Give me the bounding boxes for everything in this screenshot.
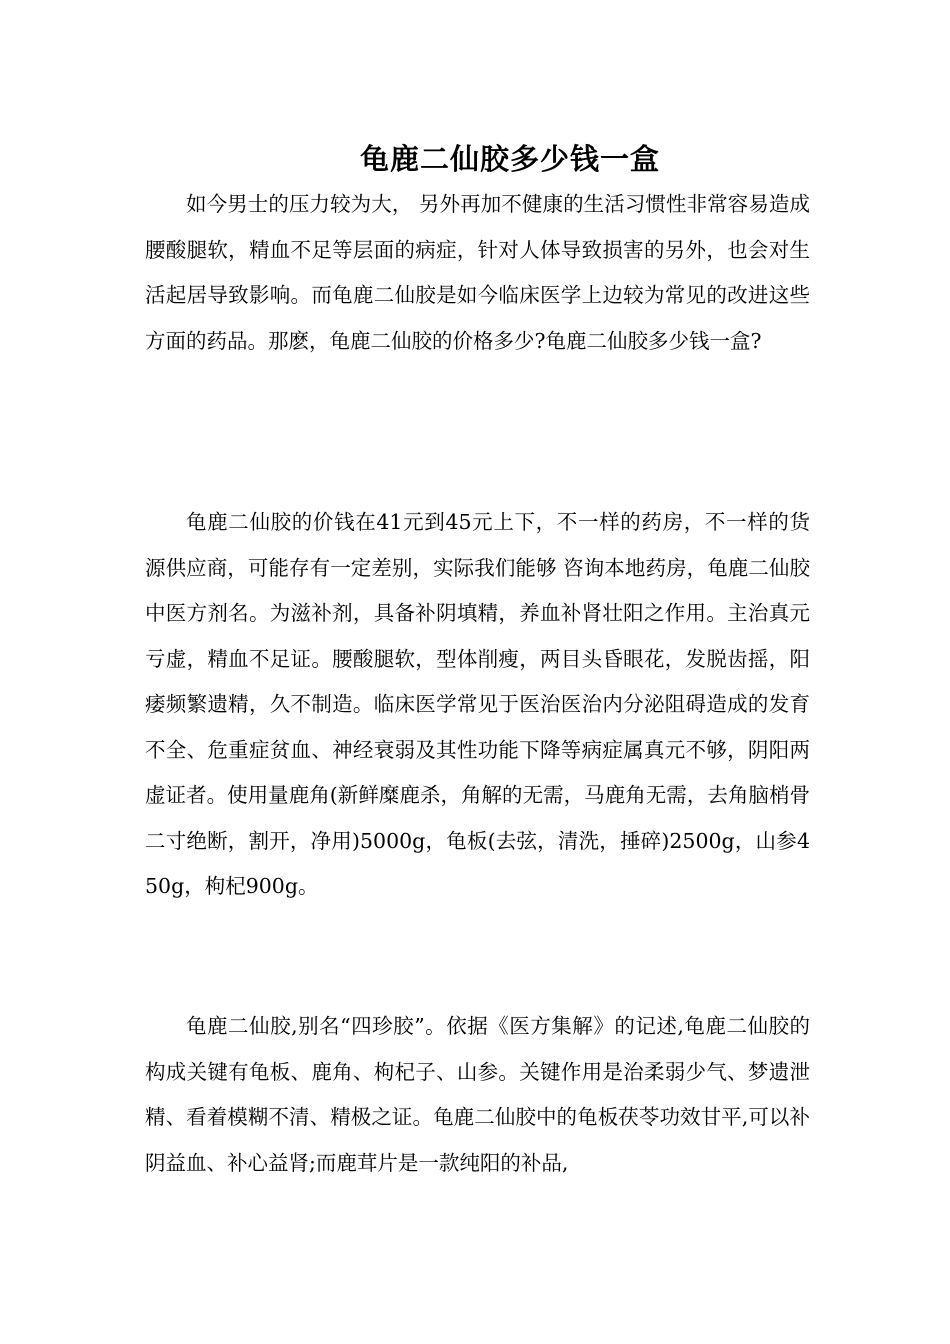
paragraph-intro: 如今男士的压力较为大， 另外再加不健康的生活习惯性非常容易造成腰酸腿软，精血不足等层面的病症，针对人体导致损害的另外，也会对生活起居导致影响。而龟鹿二仙胶是如今临床医学上边较为常见的改进这些方面的药品。那麽，龟鹿二仙胶的价格多少?龟鹿二仙胶多少钱一盒?	[145, 192, 810, 353]
page-title: 龟鹿二仙胶多少钱一盒	[359, 142, 660, 177]
paragraph-price: 龟鹿二仙胶的价钱在41元到45元上下，不一样的药房，不一样的货源供应商，可能存有一定差别，实际我们能够 咨询本地药房，龟鹿二仙胶中医方剂名。为滋补剂，具备补阴填精，养血补肾壮阳之作用。主治真元亏虚，精血不足证。腰酸腿软，型体削瘦，两目头昏眼花，发脱齿摇，阳痿频繁遗精，久不制造。临床医学常见于医治医治内分泌阻碍造成的发育不全、危重症贫血、神经衰弱及其性功能下降等病症属真元不够，阴阳两虚证者。使用量鹿角(新鲜糜鹿杀，角解的无需，马鹿角无需，去角脑梢骨二寸绝断，割开，净用)5000g，龟板(去弦，清洗，捶碎)2500g，山参450g，枸杞900g。	[145, 510, 810, 898]
paragraph-composition: 龟鹿二仙胶,别名“四珍胶”。依据《医方集解》的记述,龟鹿二仙胶的构成关键有龟板、鹿角、枸杞子、山参。关键作用是治柔弱少气、梦遗泄精、看着模糊不清、精极之证。龟鹿二仙胶中的龟板茯苓功效甘平,可以补阴益血、补心益肾;而鹿茸片是一款纯阳的补品,	[145, 1014, 810, 1175]
